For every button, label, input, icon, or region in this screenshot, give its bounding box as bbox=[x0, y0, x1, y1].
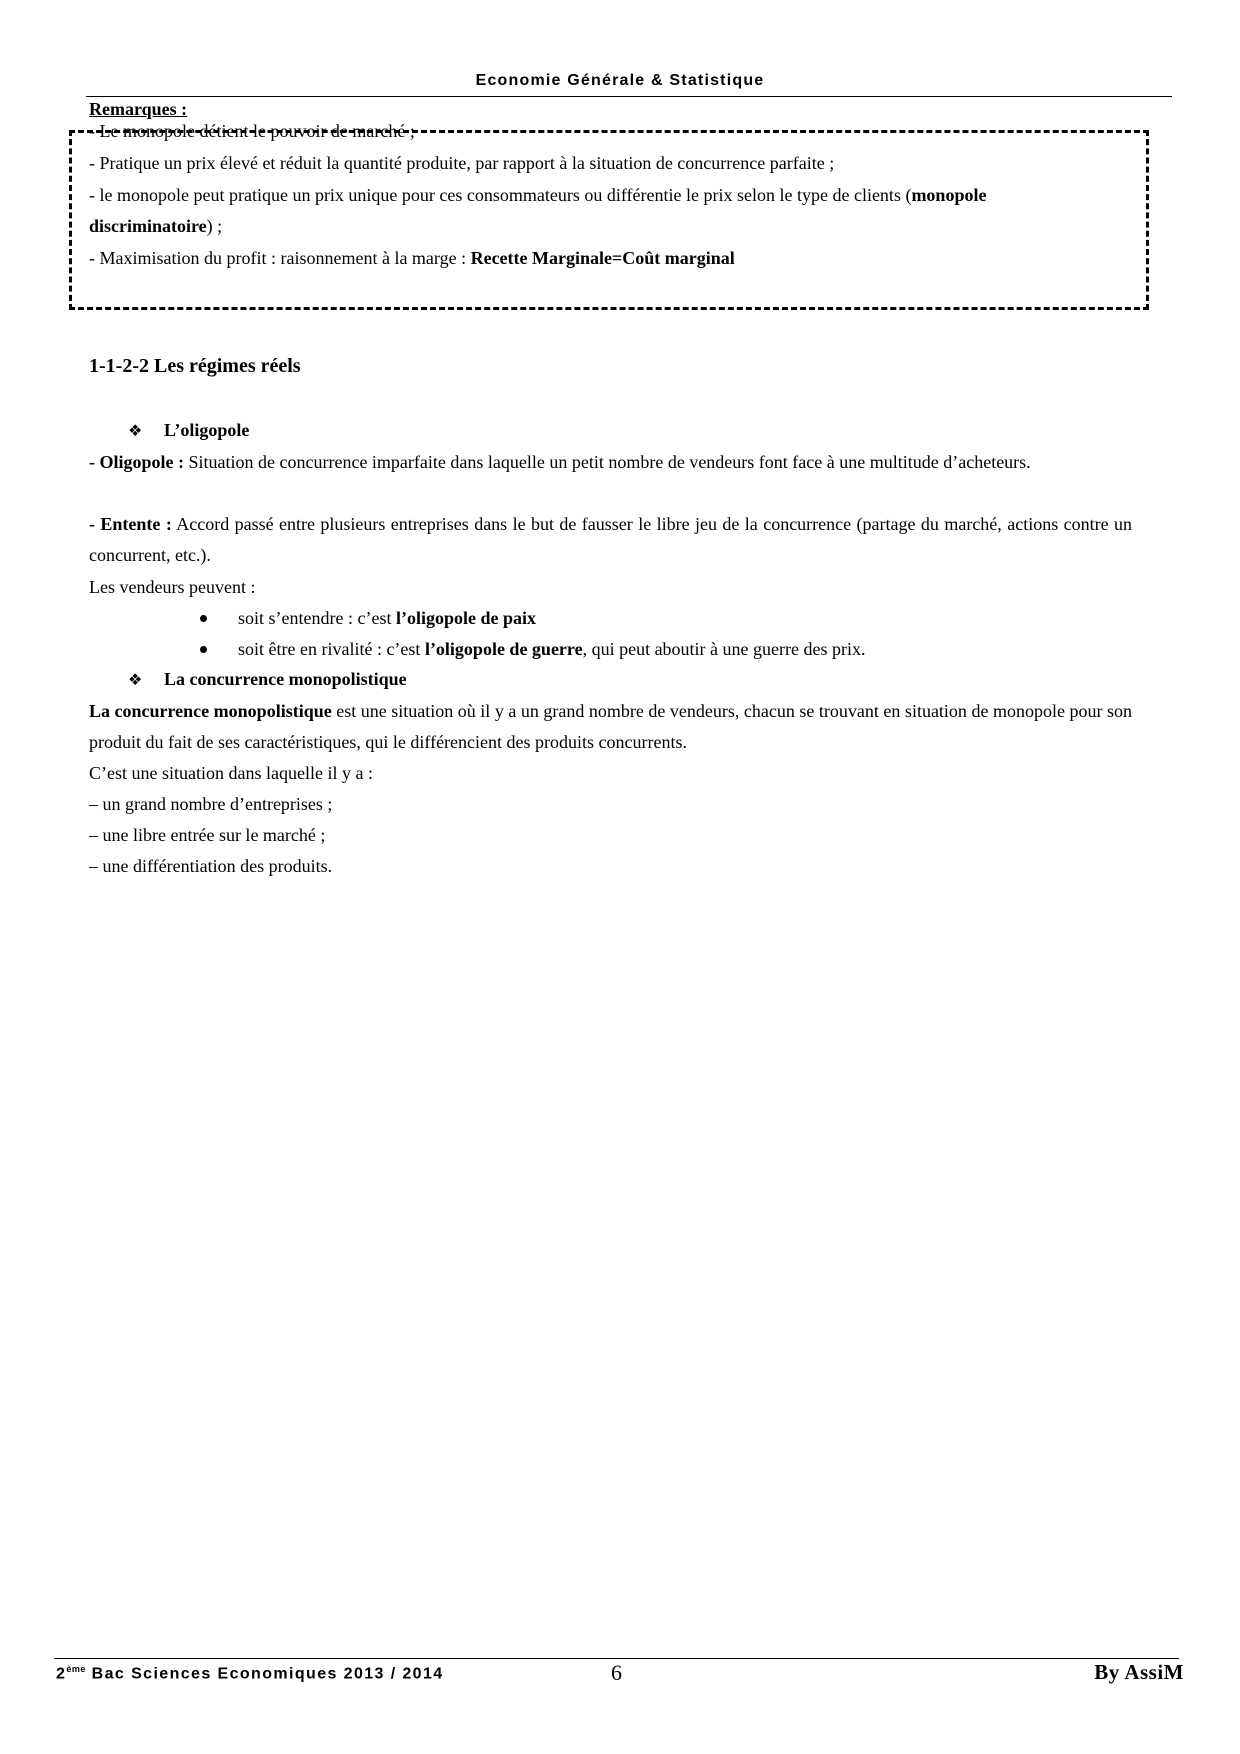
remark-item: - Le monopole détient le pouvoir de marché ; bbox=[89, 121, 415, 141]
oligopole-definition: - Oligopole : Situation de concurrence imparfaite dans laquelle un petit nombre de vendeurs font face à une multitude d’acheteurs. bbox=[89, 452, 1031, 472]
page-header-title: Economie Générale & Statistique bbox=[475, 72, 765, 89]
page-number: 6 bbox=[611, 1660, 622, 1685]
concurrence-intro: C’est une situation dans laquelle il y a : bbox=[89, 763, 373, 783]
footer-course: 2ème Bac Sciences Economiques 2013 / 2014 bbox=[56, 1664, 444, 1683]
diamond-bullet-icon: ❖ bbox=[128, 670, 143, 689]
diamond-bullet-icon: ❖ bbox=[128, 421, 143, 440]
list-item: – un grand nombre d’entreprises ; bbox=[89, 794, 333, 814]
list-item: – une libre entrée sur le marché ; bbox=[89, 825, 326, 845]
list-item: – une différentiation des produits. bbox=[89, 856, 333, 876]
footer-rule bbox=[54, 1658, 1179, 1659]
concurrence-definition: La concurrence monopolistique est une situation où il y a un grand nombre de vendeurs, chacun se trouvant en situation de monopole pour son produit du fait de ses caractéristiques, qui le différencient des produits concurrents. bbox=[89, 701, 1132, 752]
remark-item: - le monopole peut pratique un prix unique pour ces consommateurs ou différentie le prix selon le type de clients (monopole bbox=[89, 185, 987, 205]
header-rule bbox=[86, 96, 1172, 97]
bullet-icon bbox=[200, 615, 207, 622]
remarks-title: Remarques : bbox=[89, 99, 188, 119]
entente-definition: - Entente : Accord passé entre plusieurs entreprises dans le but de fausser le libre jeu de la concurrence (partage du marché, actions contre un concurrent, etc.). bbox=[89, 514, 1132, 565]
footer-author: By AssiM bbox=[1094, 1660, 1184, 1684]
concurrence-heading: ❖ La concurrence monopolistique bbox=[128, 669, 407, 689]
section-title: 1-1-2-2 Les régimes réels bbox=[89, 355, 301, 377]
remark-item: - Pratique un prix élevé et réduit la quantité produite, par rapport à la situation de concurrence parfaite ; bbox=[89, 153, 835, 173]
remark-item: discriminatoire) ; bbox=[89, 216, 223, 236]
remark-item: - Maximisation du profit : raisonnement à la marge : Recette Marginale=Coût marginal bbox=[89, 248, 735, 268]
bullet-icon bbox=[200, 646, 207, 653]
oligopole-heading: ❖ L’oligopole bbox=[128, 420, 250, 440]
vendeurs-intro: Les vendeurs peuvent : bbox=[89, 577, 256, 597]
